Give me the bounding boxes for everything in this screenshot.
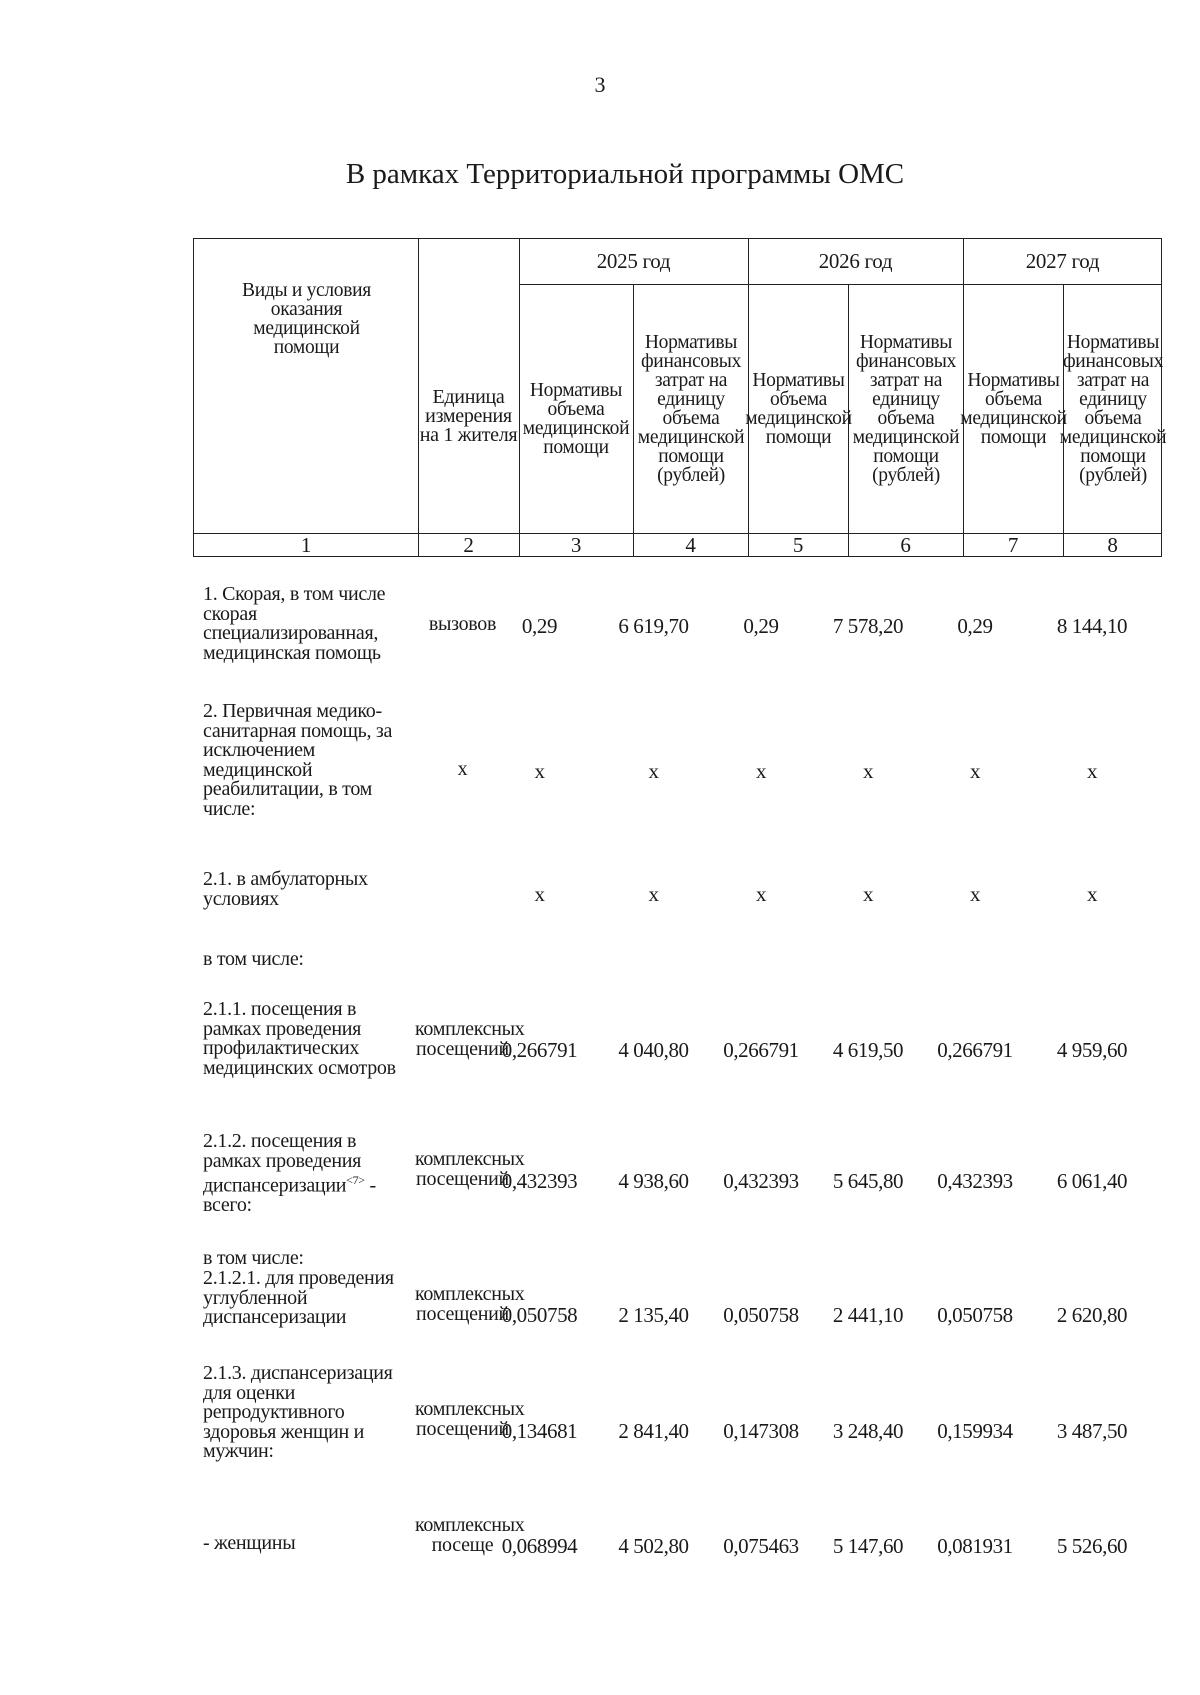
row-value: х [862, 882, 874, 906]
row-unit: комплексных посещений [415, 1398, 525, 1440]
row-value: х [755, 759, 767, 783]
row-unit: вызовов [428, 613, 497, 635]
row-value: 5 526,60 [1056, 1534, 1128, 1558]
row-label: - женщины [203, 1532, 296, 1554]
row-value: 2 841,40 [618, 1419, 689, 1443]
row-value: 8 144,10 [1056, 614, 1128, 638]
row-value: 0,29 [957, 614, 993, 638]
row-value: 2 135,40 [618, 1303, 689, 1327]
row-value: 3 487,50 [1056, 1419, 1128, 1443]
row-value: 0,432393 [501, 1169, 578, 1193]
row-label: 2.1.3. диспансеризация для оценки репродуктивного здоровья женщин и мужчин: [203, 1362, 393, 1462]
header-num-3: 3 [570, 532, 582, 557]
row-value: 0,266791 [501, 1038, 578, 1062]
row-value: х [1086, 759, 1098, 783]
row-value: 3 248,40 [832, 1419, 904, 1443]
row-label: в том числе: [203, 948, 304, 970]
row-value: 0,29 [743, 614, 779, 638]
row-value: 0,050758 [723, 1303, 799, 1327]
header-num-5: 5 [792, 532, 804, 557]
row-value: 0,266791 [937, 1038, 1013, 1062]
row-value: 5 147,60 [832, 1534, 904, 1558]
row-value: х [755, 882, 767, 906]
header-num-4: 4 [685, 532, 696, 557]
row-value: х [534, 759, 545, 783]
header-num-6: 6 [900, 532, 911, 557]
row-value: 0,050758 [501, 1303, 578, 1327]
row-value: 0,29 [521, 614, 558, 638]
row-value: 0,147308 [723, 1419, 799, 1443]
table-header [193, 238, 1167, 557]
row-value: 0,075463 [723, 1534, 799, 1558]
row-value: 4 619,50 [832, 1038, 904, 1062]
row-value: 6 061,40 [1056, 1169, 1128, 1193]
row-value: х [534, 882, 545, 906]
header-num-8: 8 [1107, 532, 1118, 557]
footnote-ref: <7> [346, 1173, 365, 1187]
row-unit: комплексных посеще [415, 1514, 525, 1556]
row-label [203, 1132, 418, 1216]
row-unit: комплексных посещений [415, 1283, 525, 1325]
row-label-sub: 2.1.2.1. для проведения углубленной диспансеризации [203, 1267, 394, 1328]
row-value: 0,134681 [501, 1419, 578, 1443]
row-value: х [648, 882, 659, 906]
row-label-tail: - всего: [203, 1174, 376, 1217]
page-number: 3 [594, 72, 606, 97]
row-label: 1. Скорая, в том числе скорая специализированная, медицинская помощь [203, 583, 386, 664]
header-col-kinds: Виды и условия оказания медицинской помощи [242, 280, 371, 358]
header-year-2027: 2027 год [1025, 249, 1100, 273]
row-value: х [648, 759, 659, 783]
row-label-text: 2.1.2. посещения в рамках проведения диспансеризации [203, 1130, 362, 1197]
row-value: х [969, 882, 981, 906]
row-value: 4 502,80 [618, 1534, 689, 1558]
row-value: 4 040,80 [618, 1038, 689, 1062]
row-value: 7 578,20 [832, 614, 904, 638]
header-2027-cost: Нормативы финансовых затрат на единицу объема медицинской помощи (рублей) [1059, 332, 1167, 486]
row-value: 0,159934 [937, 1419, 1013, 1443]
header-num-7: 7 [1007, 532, 1019, 557]
row-unit: комплексных посещений [415, 1018, 525, 1060]
header-num-2: 2 [463, 532, 474, 557]
header-2026-cost: Нормативы финансовых затрат на единицу объема медицинской помощи (рублей) [852, 332, 960, 486]
row-value: 0,432393 [723, 1169, 799, 1193]
row-value: 6 619,70 [618, 614, 689, 638]
row-value: 0,081931 [937, 1534, 1013, 1558]
row-value: 2 441,10 [832, 1303, 904, 1327]
row-label: 2.1.1. посещения в рамках проведения профилактических медицинских осмотров [203, 998, 396, 1079]
row-value: 0,068994 [501, 1534, 578, 1558]
header-num-1: 1 [300, 532, 312, 557]
document-title: В рамках Территориальной программы ОМС [345, 158, 905, 190]
header-2025-volume: Нормативы объема медицинской помощи [522, 380, 630, 458]
header-2026-volume: Нормативы объема медицинской помощи [745, 370, 852, 448]
row-value: 4 959,60 [1056, 1038, 1128, 1062]
row-value: 5 645,80 [832, 1169, 904, 1193]
header-year-2026: 2026 год [818, 249, 893, 273]
row-label: 2. Первичная медико-санитарная помощь, за исключением медицинской реабилитации, в том числе: [203, 700, 393, 820]
row-label: 2.1. в амбулаторных условиях [203, 868, 368, 910]
row-value: х [1086, 882, 1098, 906]
row-value: 4 938,60 [618, 1169, 689, 1193]
row-unit: комплексных посещений [415, 1148, 525, 1190]
header-col-unit: Единица измерения на 1 жителя [419, 385, 518, 446]
row-value: х [862, 759, 874, 783]
row-value: 0,050758 [937, 1303, 1013, 1327]
row-unit: х [457, 758, 468, 780]
row-value: х [969, 759, 981, 783]
row-value: 0,266791 [723, 1038, 799, 1062]
header-2025-cost: Нормативы финансовых затрат на единицу объема медицинской помощи (рублей) [637, 332, 745, 486]
row-value: 0,432393 [937, 1169, 1013, 1193]
row-label: в том числе: [203, 1247, 304, 1269]
header-2027-volume: Нормативы объема медицинской помощи [960, 370, 1067, 448]
row-value: 2 620,80 [1056, 1303, 1128, 1327]
header-year-2025: 2025 год [596, 249, 671, 273]
